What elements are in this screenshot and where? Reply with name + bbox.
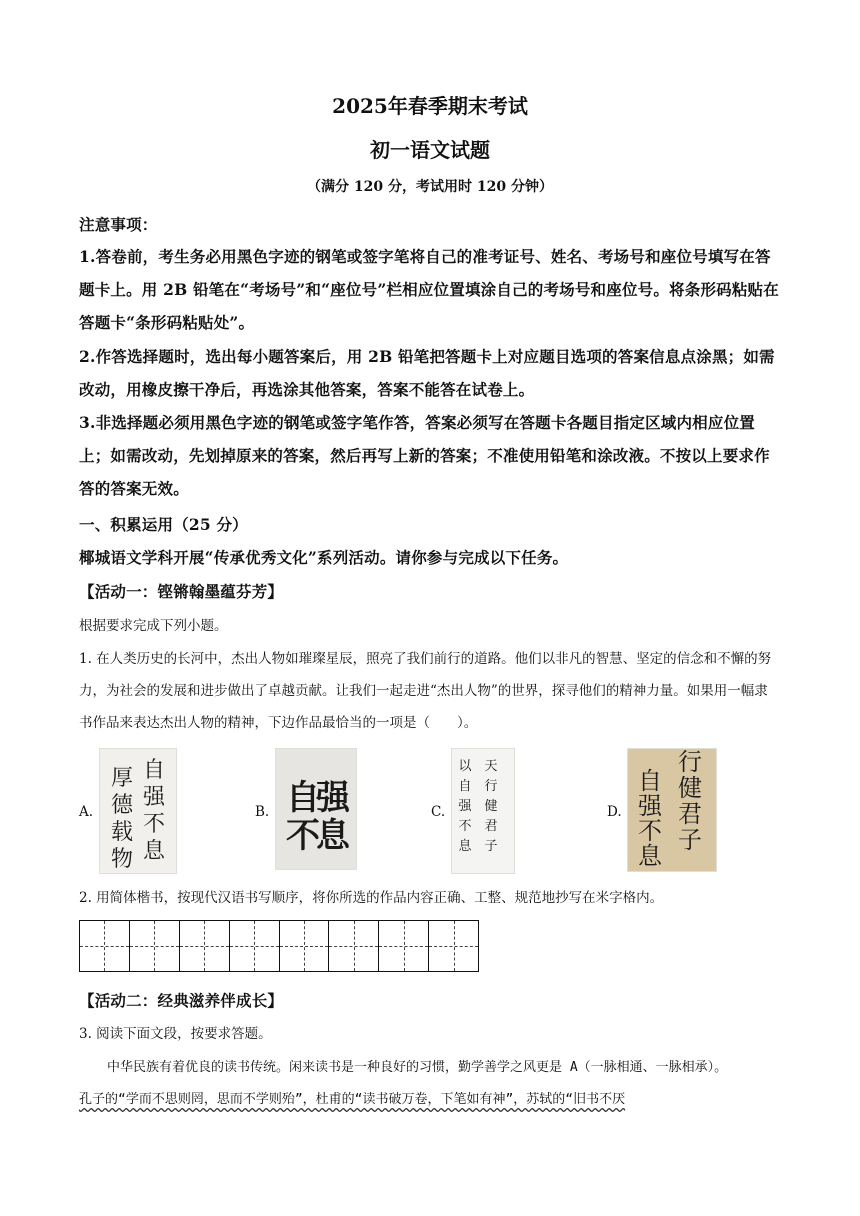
- grid-cell[interactable]: [329, 921, 379, 971]
- calligraphy-image-a: [99, 748, 177, 874]
- notice-item-2: 2.作答选择题时，选出每小题答案后，用 2B 铅笔把答题卡上对应题目选项的答案信息点涂黑；如需改动，用橡皮擦干净后，再选涂其他答案，答案不能答在试卷上。: [79, 347, 775, 399]
- passage-line-a: 中华民族有着优良的读书传统。闲来读书是一种良好的习惯，勤学善学之风更是 A（一脉相通、一脉相承）。: [107, 1060, 728, 1075]
- calligraphy-image-d: [627, 748, 717, 872]
- grid-cell[interactable]: [130, 921, 180, 971]
- section-intro: 椰城语文学科开展“传承优秀文化”系列活动。请你参与完成以下任务。: [79, 548, 569, 567]
- activity-2-heading: 【活动二：经典滋养伴成长】: [79, 991, 284, 1010]
- exam-title: 2025年春季期末考试: [332, 94, 528, 118]
- calligraphy-column: 行健君子: [678, 748, 702, 854]
- calligraphy-image-b: [275, 748, 357, 870]
- grid-cell[interactable]: [280, 921, 330, 971]
- option-b-label: B.: [255, 804, 270, 820]
- passage-line-b: 孔子的“学而不思则罔，思而不学则殆”，杜甫的“读书破万卷，下笔如有神”，苏轼的“旧书不厌: [79, 1092, 626, 1107]
- calligraphy-column: 以自强不息: [458, 759, 472, 854]
- calligraphy-column: 自强不息: [286, 778, 346, 856]
- calligraphy-column: 厚德载物: [110, 766, 133, 872]
- grid-cell[interactable]: [429, 921, 478, 971]
- calligraphy-options: [79, 748, 781, 874]
- option-d-label: D.: [607, 804, 622, 820]
- question-1: 1. 在人类历史的长河中，杰出人物如璀璨星辰，照亮了我们前行的道路。他们以非凡的智慧、坚定的信念和不懈的努力，为社会的发展和进步做出了卓越贡献。让我们一起走进“杰出人物”的世界，探寻他们的精神力量。如果用一幅隶书作品来表达杰出人物的精神，下边作品最恰当的一项是（ ）。: [79, 651, 772, 731]
- notice-heading: 注意事项：: [79, 215, 158, 234]
- notice-item-1: 1.答卷前，考生务必用黑色字迹的钢笔或签字笔将自己的准考证号、姓名、考场号和座位号填写在答题卡上。用 2B 铅笔在“考场号”和“座位号”栏相应位置填涂自己的考场号和座位号。将条形码粘贴在答题卡“条形码粘贴处”。: [79, 247, 779, 332]
- activity-1-heading: 【活动一：铿锵翰墨蕴芬芳】: [79, 582, 284, 601]
- passage-underlined: [79, 1084, 781, 1116]
- grid-cell[interactable]: [379, 921, 429, 971]
- exam-note: （满分 120 分，考试用时 120 分钟）: [307, 179, 553, 195]
- option-c-label: C.: [431, 804, 446, 820]
- section-heading: 一、积累运用（25 分）: [79, 515, 248, 534]
- calligraphy-column: 自强不息: [638, 767, 662, 870]
- grid-cell[interactable]: [80, 921, 130, 971]
- instruction-text: 根据要求完成下列小题。: [79, 618, 228, 634]
- option-a-label: A.: [79, 804, 94, 820]
- calligraphy-column: 天行健君子: [484, 759, 498, 854]
- grid-cell[interactable]: [230, 921, 280, 971]
- exam-subtitle: 初一语文试题: [370, 138, 490, 162]
- notice-item-3: 3.非选择题必须用黑色字迹的钢笔或签字笔作答，答案必须写在答题卡各题目指定区域内相应位置上；如需改动，先划掉原来的答案，然后再写上新的答案；不准使用铅笔和涂改液。不按以上要求作答的答案无效。: [79, 413, 770, 498]
- question-2: 2. 用简体楷书，按现代汉语书写顺序，将你所选的作品内容正确、工整、规范地抄写在米字格内。: [79, 890, 664, 906]
- grid-cell[interactable]: [180, 921, 230, 971]
- passage: [79, 1052, 781, 1084]
- writing-grid[interactable]: [79, 920, 479, 972]
- calligraphy-image-c: [451, 748, 515, 874]
- calligraphy-column: 自强不息: [142, 758, 165, 864]
- question-3: 3. 阅读下面文段，按要求答题。: [79, 1026, 272, 1042]
